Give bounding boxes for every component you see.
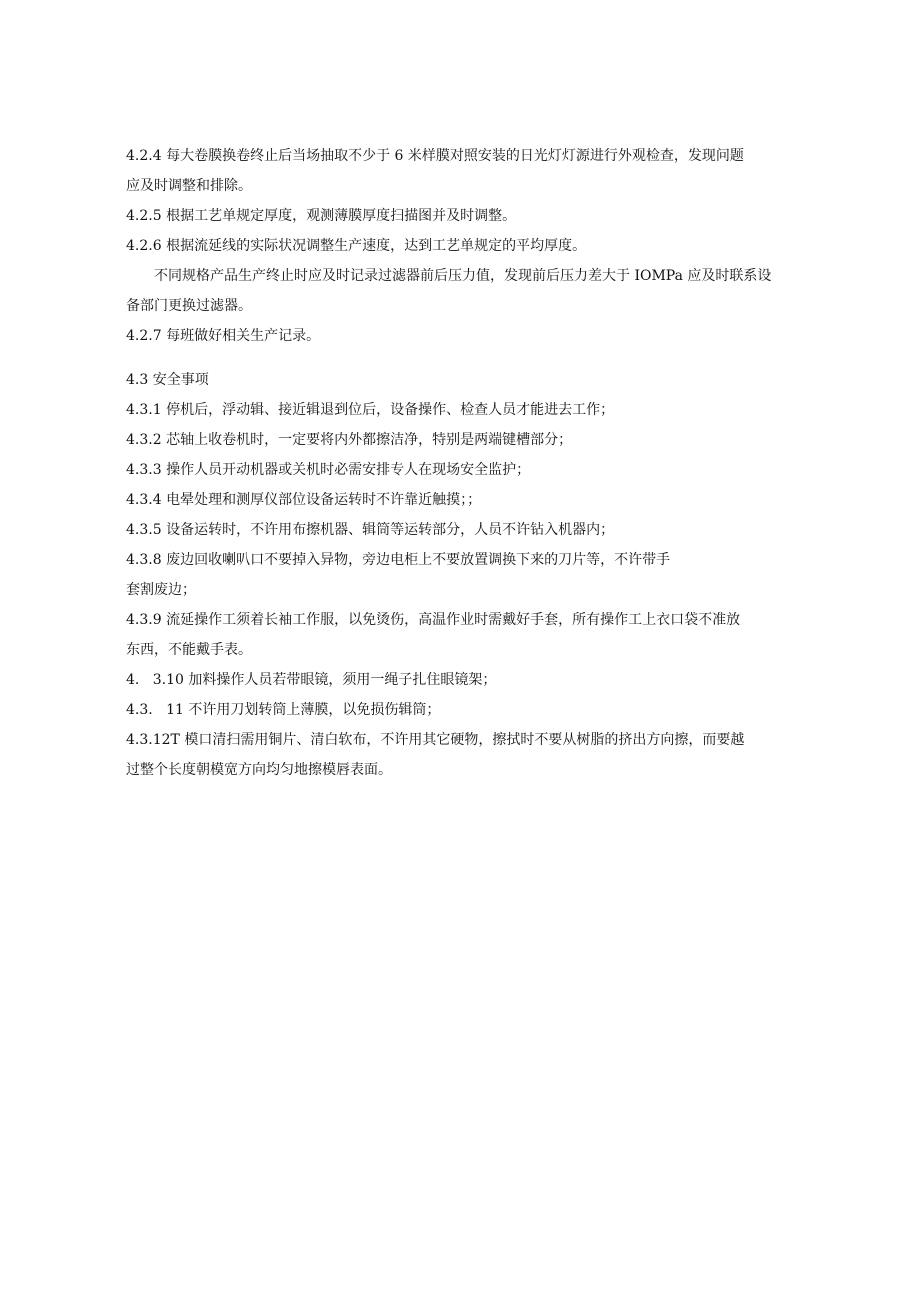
item-4-3-12-line2: 过整个长度朝模宽方向均匀地擦模唇表面。 [126,762,392,778]
filter-paragraph-line2: 备部门更换过滤器。 [126,298,252,314]
item-4-3-1: 4.3.1 停机后，浮动辑、接近辑退到位后，设备操作、检查人员才能进去工作； [126,402,615,418]
section-4-3-title: 4.3 安全事项 [126,372,209,388]
item-4-3-9-line2: 东西，不能戴手表。 [126,642,252,658]
item-4-3-11: 4.3. 11 不许用刀划转筒上薄膜，以免损伤辑筒； [126,702,441,718]
item-4-3-3: 4.3.3 操作人员开动机器或关机时必需安排专人在现场安全监护； [126,462,531,478]
item-4-3-5: 4.3.5 设备运转时，不许用布擦机器、辑筒等运转部分，人员不许钻入机器内； [126,522,615,538]
filter-paragraph-line1: 不同规格产品生产终止时应及时记录过滤器前后压力值，发现前后压力差大于 IOMPa 应及时联系设 [154,268,772,284]
item-4-2-4-line1: 4.2.4 每大卷膜换卷终止后当场抽取不少于 6 米样膜对照安装的日光灯灯源进行外观检查，发现问题 [126,148,744,164]
item-4-3-2: 4.3.2 芯轴上收卷机时，一定要将内外都擦洁净，特别是两端键槽部分； [126,432,573,448]
item-4-3-4: 4.3.4 电晕处理和测厚仪部位设备运转时不许靠近触摸；； [126,492,482,508]
item-4-3-8-line1: 4.3.8 废边回收喇叭口不要掉入异物，旁边电柜上不要放置调换下来的刀片等，不许带手 [126,552,671,568]
item-4-2-5: 4.2.5 根据工艺单规定厚度，观测薄膜厚度扫描图并及时调整。 [126,208,517,224]
item-4-3-12-line1: 4.3.12T 模口清扫需用铜片、清白软布，不许用其它硬物，擦拭时不要从树脂的挤出方向擦，而要越 [126,732,745,748]
item-4-3-10: 4. 3.10 加料操作人员若带眼镜，须用一绳子扎住眼镜架； [126,672,497,688]
item-4-2-6: 4.2.6 根据流延线的实际状况调整生产速度，达到工艺单规定的平均厚度。 [126,238,587,254]
item-4-3-8-line2: 套割废边； [126,582,196,598]
item-4-2-4-line2: 应及时调整和排除。 [126,178,252,194]
item-4-3-9-line1: 4.3.9 流延操作工须着长袖工作服，以免烫伤，高温作业时需戴好手套，所有操作工上衣口袋不准放 [126,612,741,628]
item-4-2-7: 4.2.7 每班做好相关生产记录。 [126,328,321,344]
document-body [126,141,816,785]
